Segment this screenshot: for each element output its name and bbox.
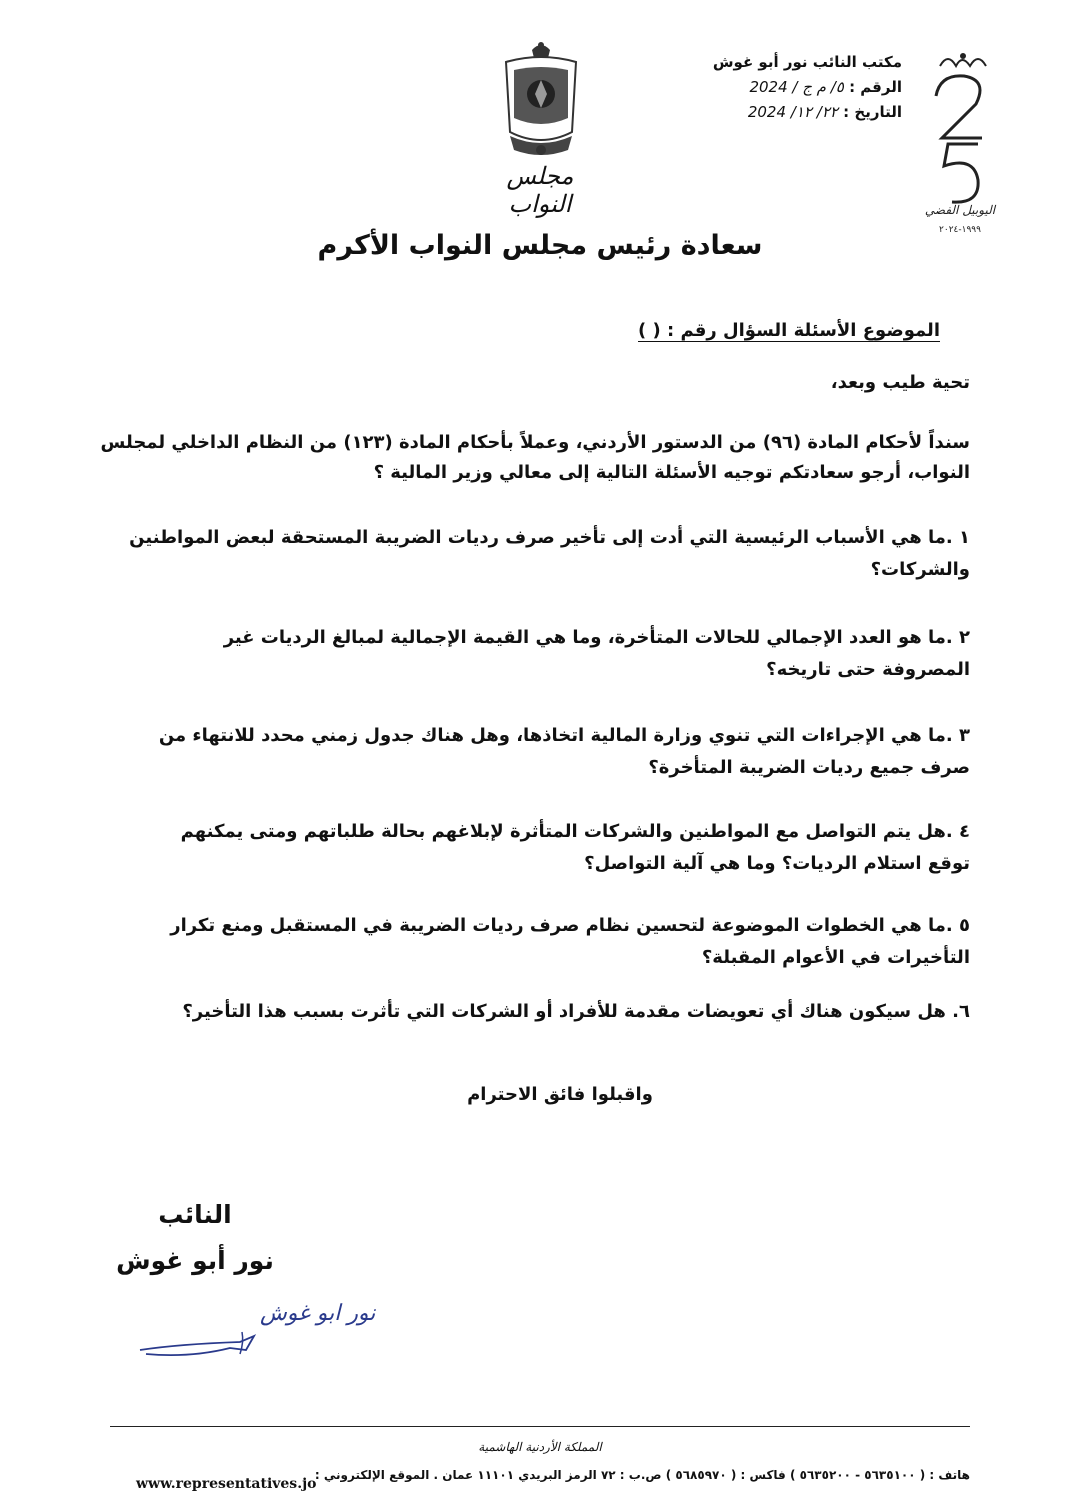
- signer-title: النائب: [158, 1200, 232, 1229]
- jubilee-text: اليوبيل الفضي: [924, 203, 996, 217]
- question-item: ٦. هل سيكون هناك أي تعويضات مقدمة للأفراد أو الشركات التي تأثرت بسبب هذا التأخير؟: [182, 1001, 970, 1022]
- question-item: ٣ .ما هي الإجراءات التي تنوي وزارة المالية اتخاذها، وهل هناك جدول زمني محدد للانتهاء من صرف جميع رديات الضريبة المتأخرة؟: [158, 725, 970, 778]
- reference-number: ٥/ م ج / 2024: [749, 78, 844, 96]
- question-item: ٥ .ما هي الخطوات الموضوعة لتحسين نظام صرف رديات الضريبة في المستقبل ومنع تكرار التأخيرات في الأعوام المقبلة؟: [170, 915, 970, 968]
- kingdom-name: المملكة الأردنية الهاشمية: [478, 1440, 602, 1454]
- date-line: [642, 100, 902, 125]
- date-value: ٢٢/ ١٢/ 2024: [747, 103, 838, 121]
- website-link[interactable]: www.representatives.jo: [136, 1476, 317, 1492]
- reference-label: الرقم :: [849, 78, 902, 96]
- jubilee-years: ١٩٩٩-٢٠٢٤: [939, 225, 981, 235]
- office-header: [642, 50, 902, 125]
- contact-info: هاتف : ( ٥٦٣٥١٠٠ - ٥٦٣٥٢٠٠ ) فاكس : ( ٥٦٨٥٩٧٠ ) ص.ب : ٧٢ الرمز البريدي ١١١٠١ عمان . الموقع الإلكتروني :: [314, 1468, 970, 1482]
- silver-jubilee-logo: [910, 48, 1010, 238]
- question-item: ٢ .ما هو العدد الإجمالي للحالات المتأخرة، وما هي القيمة الإجمالية لمبالغ الرديات غير المصروفة حتى تاريخه؟: [223, 627, 970, 680]
- subject-line: الموضوع الأسئلة السؤال رقم : ( ): [638, 320, 940, 341]
- parliament-name: مجلس النواب: [506, 162, 574, 218]
- question-item: ٤ .هل يتم التواصل مع المواطنين والشركات المتأثرة لإبلاغهم بحالة طلباتهم ومتى يمكنهم توقع استلام الرديات؟ وما هي آلية التواصل؟: [180, 821, 970, 874]
- closing-line: واقبلوا فائق الاحترام: [467, 1084, 653, 1105]
- signature-handwritten-name: نور ابو غوش: [260, 1301, 376, 1326]
- intro-paragraph: سنداً لأحكام المادة (٩٦) من الدستور الأردني، وعملاً بأحكام المادة (١٢٣) من النظام الداخلي لمجلس النواب، أرجو سعادتكم توجيه الأسئلة التالية إلى معالي وزير المالية ؟: [100, 432, 970, 483]
- reference-line: [642, 75, 902, 100]
- signer-name: نور أبو غوش: [116, 1246, 274, 1275]
- footer-divider: [110, 1426, 970, 1427]
- question-item: ١ .ما هي الأسباب الرئيسية التي أدت إلى تأخير صرف رديات الضريبة المستحقة لبعض المواطنين والشركات؟: [129, 527, 970, 580]
- handwritten-signature: [130, 1292, 376, 1372]
- date-label: التاريخ :: [843, 103, 902, 121]
- greeting: تحية طيب وبعد،: [830, 372, 970, 393]
- addressee: سعادة رئيس مجلس النواب الأكرم: [317, 230, 763, 261]
- coat-of-arms-emblem: [500, 40, 582, 160]
- office-title: مكتب النائب نور أبو غوش: [712, 53, 902, 71]
